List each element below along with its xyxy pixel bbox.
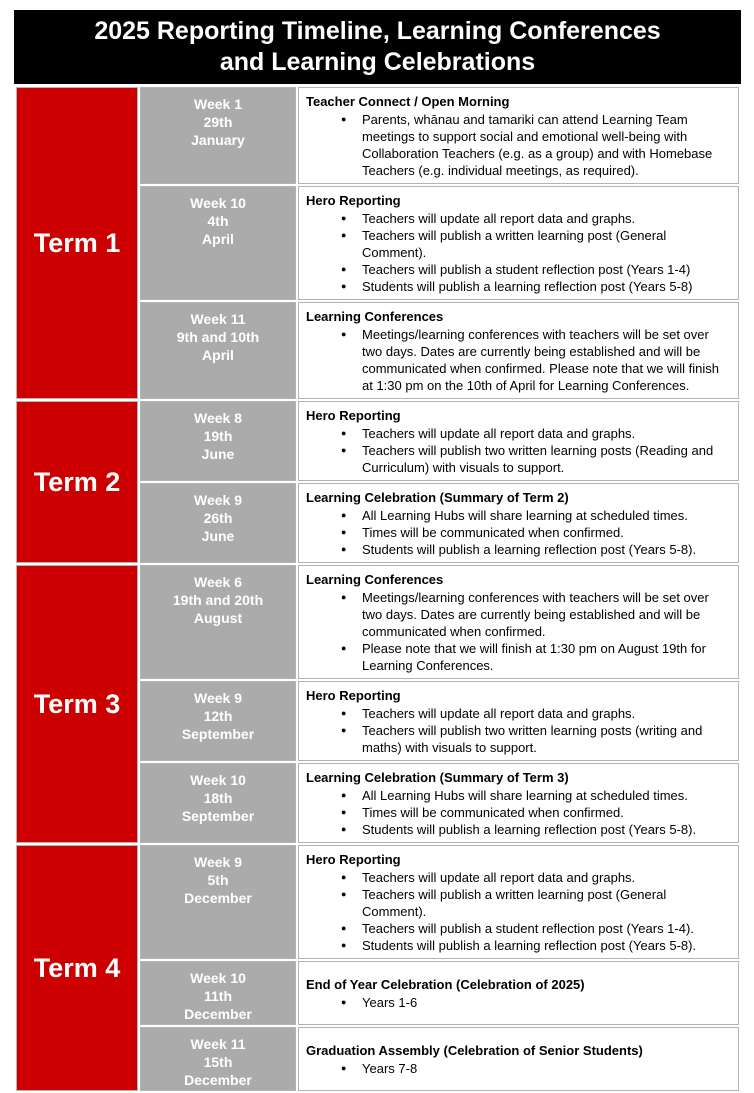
week-label: Week 11 xyxy=(190,1036,246,1052)
week-label: Week 10 xyxy=(190,970,246,986)
term-cell-term-2: Term 2 xyxy=(16,401,138,563)
week-cell xyxy=(140,565,296,679)
event-bullets xyxy=(306,869,730,954)
week-date: 19th and 20th xyxy=(172,592,264,608)
bullet-item: ● Teachers will update all report data and graphs. xyxy=(340,210,730,227)
week-cell xyxy=(140,961,296,1025)
week-label: Week 6 xyxy=(194,574,242,590)
event-heading: Hero Reporting xyxy=(306,193,401,208)
event-heading: Learning Conferences xyxy=(306,309,444,324)
content-cell xyxy=(298,302,739,399)
week-month: June xyxy=(201,446,235,462)
week-month: December xyxy=(184,890,252,906)
event-bullets xyxy=(306,787,730,838)
bullet-item: ● Meetings/learning conferences with teachers will be set over two days. Dates are currently being established and will be communicated when confirmed. Please note that we will finish at 1:30 pm on the 10th of April for Learning Conferences. xyxy=(340,326,730,394)
bullet-item: ● Teachers will publish a student reflection post (Years 1-4) xyxy=(340,261,730,278)
week-month: September xyxy=(181,726,255,742)
event-bullets xyxy=(306,326,730,394)
content-cell xyxy=(298,763,739,843)
bullet-item: ● Students will publish a learning reflection post (Years 5-8). xyxy=(340,937,730,954)
week-date: 26th xyxy=(203,510,233,526)
content-cell xyxy=(298,961,739,1025)
table-row xyxy=(16,87,739,184)
week-month: April xyxy=(202,231,234,247)
week-date: 12th xyxy=(203,708,233,724)
content-cell xyxy=(298,483,739,563)
bullet-item: ● Years 7-8 xyxy=(340,1060,730,1077)
bullet-item: ● All Learning Hubs will share learning at scheduled times. xyxy=(340,787,730,804)
week-cell xyxy=(140,845,296,959)
bullet-item: ● Teachers will publish a student reflection post (Years 1-4). xyxy=(340,920,730,937)
table-row xyxy=(16,845,739,959)
bullet-item: ● Teachers will update all report data and graphs. xyxy=(340,869,730,886)
week-month: January xyxy=(191,132,245,148)
content-cell xyxy=(298,565,739,679)
week-cell xyxy=(140,87,296,184)
week-cell xyxy=(140,401,296,481)
bullet-item: ● Teachers will publish a written learning post (General Comment). xyxy=(340,227,730,261)
content-cell xyxy=(298,1027,739,1091)
week-cell xyxy=(140,763,296,843)
event-heading: Teacher Connect / Open Morning xyxy=(306,94,510,109)
event-heading: Hero Reporting xyxy=(306,852,401,867)
week-month: August xyxy=(193,610,243,626)
table-row xyxy=(16,565,739,679)
bullet-item: ● Teachers will publish two written learning posts (writing and maths) with visuals to support. xyxy=(340,722,730,756)
event-bullets xyxy=(306,1060,730,1077)
week-label: Week 1 xyxy=(194,96,242,112)
week-label: Week 9 xyxy=(194,690,242,706)
document-title xyxy=(14,10,741,84)
event-heading: Hero Reporting xyxy=(306,408,401,423)
content-cell xyxy=(298,186,739,300)
week-month: June xyxy=(201,528,235,544)
week-label: Week 9 xyxy=(194,492,242,508)
bullet-item: ● Students will publish a learning reflection post (Years 5-8) xyxy=(340,278,730,295)
content-cell xyxy=(298,681,739,761)
event-heading: Graduation Assembly (Celebration of Senior Students) xyxy=(306,1043,643,1058)
event-bullets xyxy=(306,507,730,558)
week-month: April xyxy=(202,347,234,363)
bullet-item: ● All Learning Hubs will share learning at scheduled times. xyxy=(340,507,730,524)
week-label: Week 10 xyxy=(190,772,246,788)
bullet-item: ● Teachers will publish two written learning posts (Reading and Curriculum) with visuals to support. xyxy=(340,442,730,476)
term-cell-term-4: Term 4 xyxy=(16,845,138,1091)
event-heading: End of Year Celebration (Celebration of 2025) xyxy=(306,977,585,992)
week-month: December xyxy=(184,1006,252,1022)
event-heading: Learning Conferences xyxy=(306,572,444,587)
content-cell xyxy=(298,845,739,959)
event-bullets xyxy=(306,111,730,179)
week-date: 15th xyxy=(203,1054,233,1070)
event-heading: Hero Reporting xyxy=(306,688,401,703)
week-month: December xyxy=(184,1072,252,1088)
week-cell xyxy=(140,186,296,300)
content-cell xyxy=(298,87,739,184)
bullet-item: ● Please note that we will finish at 1:30 pm on August 19th for Learning Conferences. xyxy=(340,640,730,674)
week-cell xyxy=(140,302,296,399)
content-cell xyxy=(298,401,739,481)
week-date: 29th xyxy=(203,114,233,130)
bullet-item: ● Years 1-6 xyxy=(340,994,730,1011)
bullet-item: ● Meetings/learning conferences with teachers will be set over two days. Dates are currently being established and will be communicated when confirmed. xyxy=(340,589,730,640)
table-row xyxy=(16,401,739,481)
week-date: 5th xyxy=(207,872,229,888)
bullet-item: ● Teachers will publish a written learning post (General Comment). xyxy=(340,886,730,920)
bullet-item: ● Teachers will update all report data and graphs. xyxy=(340,705,730,722)
document-title-line-1: 2025 Reporting Timeline, Learning Conferences xyxy=(94,17,661,45)
event-heading: Learning Celebration (Summary of Term 2) xyxy=(306,490,569,505)
event-bullets xyxy=(306,210,730,295)
week-date: 18th xyxy=(203,790,233,806)
week-date: 19th xyxy=(203,428,233,444)
week-cell xyxy=(140,681,296,761)
event-bullets xyxy=(306,994,730,1011)
week-month: September xyxy=(181,808,255,824)
term-cell-term-3: Term 3 xyxy=(16,565,138,843)
timeline-table xyxy=(14,85,741,1093)
event-heading: Learning Celebration (Summary of Term 3) xyxy=(306,770,569,785)
week-cell xyxy=(140,483,296,563)
bullet-item: ● Times will be communicated when confirmed. xyxy=(340,804,730,821)
event-bullets xyxy=(306,705,730,756)
week-label: Week 8 xyxy=(194,410,242,426)
week-cell xyxy=(140,1027,296,1091)
term-cell-term-1: Term 1 xyxy=(16,87,138,399)
event-bullets xyxy=(306,425,730,476)
week-label: Week 10 xyxy=(190,195,246,211)
week-date: 4th xyxy=(207,213,229,229)
bullet-item: ● Teachers will update all report data and graphs. xyxy=(340,425,730,442)
bullet-item: ● Parents, whānau and tamariki can attend Learning Team meetings to support social and emotional well-being with Collaboration Teachers (e.g. as a group) and with Homebase Teachers (e.g. individual meetings, as required). xyxy=(340,111,730,179)
week-date: 9th and 10th xyxy=(176,329,260,345)
week-label: Week 9 xyxy=(194,854,242,870)
week-label: Week 11 xyxy=(190,311,246,327)
week-date: 11th xyxy=(203,988,232,1004)
bullet-item: ● Times will be communicated when confirmed. xyxy=(340,524,730,541)
bullet-item: ● Students will publish a learning reflection post (Years 5-8). xyxy=(340,541,730,558)
document-title-line-2: and Learning Celebrations xyxy=(219,48,536,76)
bullet-item: ● Students will publish a learning reflection post (Years 5-8). xyxy=(340,821,730,838)
event-bullets xyxy=(306,589,730,674)
